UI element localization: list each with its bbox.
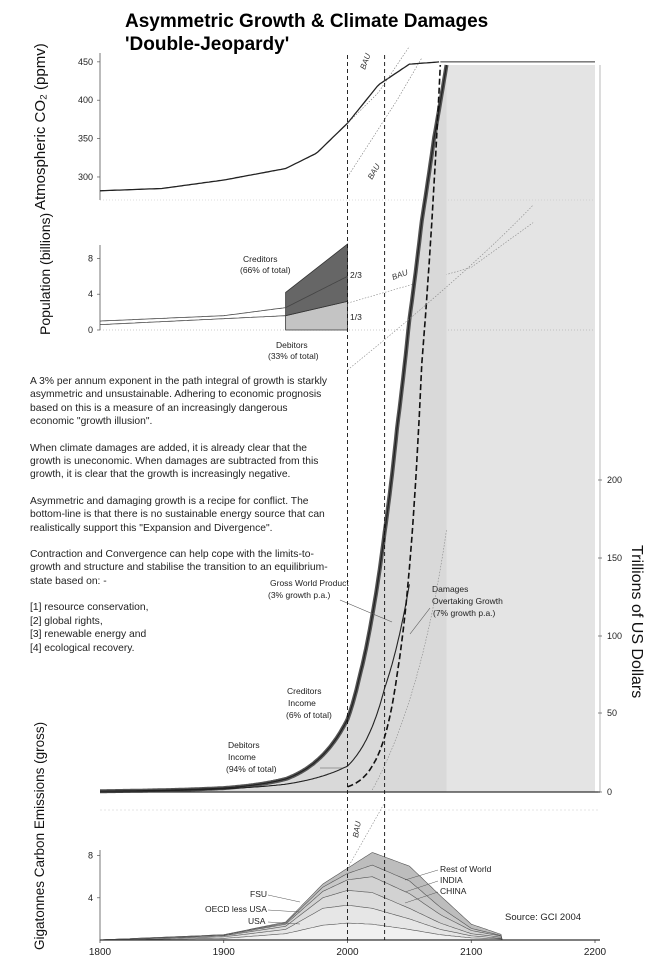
debitors-income-label: Debitors <box>228 740 260 750</box>
gwp-tick-label-0: 0 <box>607 787 613 797</box>
fsu-leader <box>268 895 300 902</box>
gwp-tick-label-4: 200 <box>607 475 623 485</box>
pop-tick-label-2: 8 <box>87 253 93 264</box>
creditors-income-pct: (6% of total) <box>286 710 332 720</box>
emissions-bau-label: BAU <box>351 820 363 839</box>
co2-tick-label-2: 400 <box>77 95 93 106</box>
emissions-label-row: Rest of World <box>440 864 492 874</box>
creditors-income-sub: Income <box>288 698 316 708</box>
pop-debitors-label: Debitors <box>276 340 308 350</box>
pop-tick-label-0: 0 <box>87 325 93 335</box>
paragraph-4: Contraction and Convergence can help cope with the limits-to-growth and structure and stabilise the transition to an equilibrium-state based on: - <box>30 549 328 587</box>
co2-tick-label-1: 350 <box>77 133 93 144</box>
chart-title-line1: Asymmetric Growth & Climate Damages <box>125 11 489 32</box>
co2-bau-label: BAU <box>358 52 373 71</box>
paragraph-2: When climate damages are added, it is already clear that the growth is uneconomic. When damages are subtracted from this growth, it is clear that the growth is increasingly negative. <box>30 442 319 481</box>
gwp-tick-label-3: 150 <box>607 553 623 563</box>
x-tick-label-0: 1800 <box>88 947 112 958</box>
co2-line <box>100 62 439 191</box>
paragraph-1: A 3% per annum exponent in the path integral of growth is starkly asymmetric and unsustainable. Adhering to economic prognosis based on this is a measure of an increasingly dangerous economic "growth illusion". <box>30 376 328 428</box>
emissions-label-china: CHINA <box>440 886 467 896</box>
creditors-income-label: Creditors <box>287 686 322 696</box>
pop-creditors-pct: (66% of total) <box>240 265 291 275</box>
description-text <box>30 375 330 655</box>
x-tick-label-4: 2200 <box>583 947 607 958</box>
debitors-income-pct: (94% of total) <box>226 764 277 774</box>
x-tick-label-3: 2100 <box>460 947 483 958</box>
pop-debitors-pct: (33% of total) <box>268 351 319 361</box>
co2-bau2-line <box>348 58 422 177</box>
list-item-4: [4] ecological recovery. <box>30 642 135 654</box>
gwp-label-sub: (3% growth p.a.) <box>268 590 331 600</box>
emissions-tick-label-1: 8 <box>87 850 93 861</box>
source-label: Source: GCI 2004 <box>505 912 582 923</box>
pop-frac-bottom: 1/3 <box>350 312 362 322</box>
pop-tick-label-1: 4 <box>87 289 93 300</box>
emissions-label-fsu: FSU <box>250 889 267 899</box>
emissions-label-oecd: OECD less USA <box>205 904 267 914</box>
list-item-3: [3] renewable energy and <box>30 629 147 641</box>
population-axis-label: Population (billions) <box>37 212 53 335</box>
co2-axis-label: Atmospheric CO₂ (ppmv) <box>32 43 49 210</box>
pop-bau-label: BAU <box>390 267 410 282</box>
damages-label-pct: (7% growth p.a.) <box>433 608 496 618</box>
emissions-label-usa: USA <box>248 916 266 926</box>
damages-label: Damages <box>432 584 469 594</box>
damages-label-sub: Overtaking Growth <box>432 596 503 606</box>
pop-creditors-label: Creditors <box>243 254 278 264</box>
emissions-tick-label-0: 4 <box>87 892 93 903</box>
gwp-axis-label: Trillions of US Dollars <box>628 545 645 699</box>
list-item-2: [2] global rights, <box>30 615 103 627</box>
x-tick-label-1: 1900 <box>212 947 235 958</box>
gwp-tick-label-2: 100 <box>607 631 623 641</box>
paragraph-3: Asymmetric and damaging growth is a recipe for conflict. The bottom-line is that there is no sustainable energy source that can realistically support this "Expansion and Divergence". <box>30 495 325 534</box>
oecd-leader <box>268 910 300 912</box>
gwp-label: Gross World Product <box>270 578 349 588</box>
co2-tick-label-0: 300 <box>77 171 93 182</box>
pop-frac-top: 2/3 <box>350 270 362 280</box>
emissions-label-india: INDIA <box>440 875 463 885</box>
co2-bau2-label: BAU <box>365 162 382 181</box>
emissions-axis-label: Gigatonnes Carbon Emissions (gross) <box>32 721 47 950</box>
co2-tick-label-3: 450 <box>77 56 93 67</box>
debitors-income-sub: Income <box>228 752 256 762</box>
gwp-tick-label-1: 50 <box>607 708 618 718</box>
list-item-1: [1] resource conservation, <box>30 602 149 614</box>
x-tick-label-2: 2000 <box>336 947 359 958</box>
year-markers <box>348 55 385 940</box>
chart-title-line2: 'Double-Jeopardy' <box>125 34 290 55</box>
